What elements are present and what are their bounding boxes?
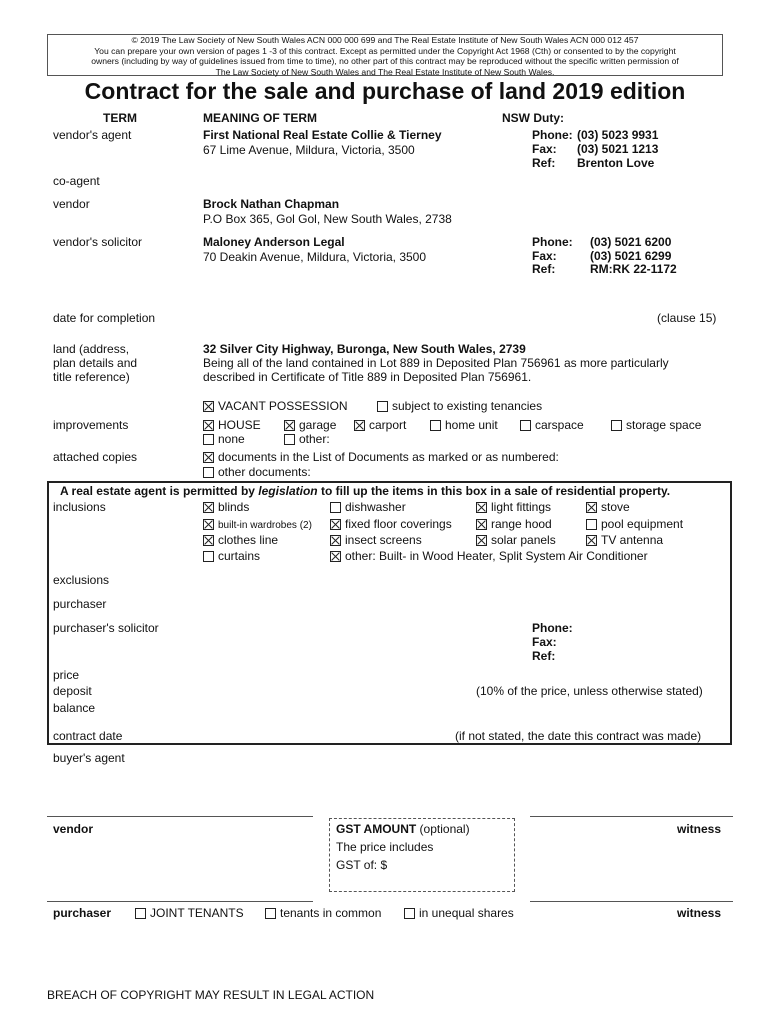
home-unit-checkbox[interactable]: home unit	[430, 418, 498, 432]
witness-signature-line	[530, 816, 733, 817]
checked-box-icon	[203, 519, 214, 530]
witness-label: witness	[677, 906, 722, 920]
solicitor-ref-label: Ref:	[532, 262, 556, 276]
buyers-agent-label: buyer's agent	[53, 751, 125, 765]
garage-checkbox[interactable]: garage	[284, 418, 336, 432]
range-hood-checkbox[interactable]: range hood	[476, 517, 552, 531]
vendors-agent-address: 67 Lime Avenue, Mildura, Victoria, 3500	[203, 143, 415, 157]
blinds-checkbox[interactable]: blinds	[203, 500, 249, 514]
empty-box-icon	[203, 467, 214, 478]
fixed-floor-coverings-checkbox[interactable]: fixed floor coverings	[330, 517, 452, 531]
light-fittings-checkbox[interactable]: light fittings	[476, 500, 551, 514]
witness-signature-line	[530, 901, 733, 902]
checked-box-icon	[203, 502, 214, 513]
witness-label: witness	[677, 822, 722, 836]
empty-box-icon	[611, 420, 622, 431]
purchasers-solicitor-label: purchaser's solicitor	[53, 621, 159, 635]
agent-phone-label: Phone:	[532, 128, 573, 142]
unequal-shares-checkbox[interactable]: in unequal shares	[404, 906, 514, 920]
gst-includes: The price includes	[336, 840, 434, 854]
carspace-checkbox[interactable]: carspace	[520, 418, 584, 432]
page-title: Contract for the sale and purchase of land 2019 edition	[84, 78, 686, 104]
solar-panels-checkbox[interactable]: solar panels	[476, 533, 556, 547]
dishwasher-checkbox[interactable]: dishwasher	[330, 500, 406, 514]
agent-ref: Brenton Love	[577, 156, 655, 170]
vendors-solicitor-address: 70 Deakin Avenue, Mildura, Victoria, 3500	[203, 250, 427, 264]
checked-box-icon	[586, 502, 597, 513]
vendor-signature-label: vendor	[53, 822, 94, 836]
purchaser-ref-label: Ref:	[532, 649, 556, 663]
copyright-line: © 2019 The Law Society of New South Wales ACN 000 000 699 and The Real Estate Institute of New South Wales ACN 000 012 457	[131, 35, 639, 45]
solicitor-fax-label: Fax:	[532, 249, 557, 263]
empty-box-icon	[430, 420, 441, 431]
empty-box-icon	[404, 908, 415, 919]
other-documents-checkbox[interactable]: other documents:	[203, 465, 311, 479]
empty-box-icon	[203, 434, 214, 445]
other-inclusions-checkbox[interactable]: other: Built- in Wood Heater, Split System Air Conditioner	[330, 549, 648, 563]
contract-date-label: contract date	[53, 729, 123, 743]
solicitor-fax: (03) 5021 6299	[590, 249, 672, 263]
co-agent-label: co-agent	[53, 174, 100, 188]
empty-box-icon	[330, 502, 341, 513]
land-description: Being all of the land contained in Lot 889 in Deposited Plan 756961 as more particularly	[203, 356, 669, 370]
checked-box-icon	[284, 420, 295, 431]
pool-equipment-checkbox[interactable]: pool equipment	[586, 517, 683, 531]
existing-tenancies-checkbox[interactable]: subject to existing tenancies	[377, 399, 542, 413]
agent-ref-label: Ref:	[532, 156, 556, 170]
vendor-label: vendor	[53, 197, 90, 211]
price-label: price	[53, 668, 80, 682]
copyright-line: The Law Society of New South Wales and The Real Estate Institute of New South Wales.	[215, 66, 555, 77]
empty-box-icon	[586, 519, 597, 530]
inclusions-label: inclusions	[53, 500, 106, 514]
empty-box-icon	[265, 908, 276, 919]
exclusions-label: exclusions	[53, 573, 110, 587]
land-label: title reference)	[53, 370, 130, 384]
purchaser-signature-line	[47, 901, 313, 902]
agent-fax-label: Fax:	[532, 142, 557, 156]
footer-warning: BREACH OF COPYRIGHT MAY RESULT IN LEGAL ACTION	[47, 988, 375, 1002]
solicitor-phone-label: Phone:	[532, 235, 573, 249]
carport-checkbox[interactable]: carport	[354, 418, 406, 432]
checked-box-icon	[203, 401, 214, 412]
completion-label: date for completion	[53, 311, 156, 325]
joint-tenants-checkbox[interactable]: JOINT TENANTS	[135, 906, 244, 920]
other-improvements-checkbox[interactable]: other:	[284, 432, 330, 446]
empty-box-icon	[520, 420, 531, 431]
checked-box-icon	[203, 452, 214, 463]
land-label: plan details and	[53, 356, 138, 370]
vendor-name: Brock Nathan Chapman	[203, 197, 340, 211]
checked-box-icon	[476, 502, 487, 513]
copyright-line: You can prepare your own version of pages 1 -3 of this contract. Except as permitted under the Copyright Act 1968 (Cth) or consented to by the copyright	[94, 45, 676, 56]
insect-screens-checkbox[interactable]: insect screens	[330, 533, 422, 547]
term-header: TERM	[103, 111, 137, 125]
attached-copies-label: attached copies	[53, 450, 138, 464]
purchaser-signature-label: purchaser	[53, 906, 112, 920]
clothes-line-checkbox[interactable]: clothes line	[203, 533, 278, 547]
completion-clause: (clause 15)	[657, 311, 717, 325]
vendor-address: P.O Box 365, Gol Gol, New South Wales, 2738	[203, 212, 452, 226]
solicitor-phone: (03) 5021 6200	[590, 235, 672, 249]
checked-box-icon	[203, 420, 214, 431]
stove-checkbox[interactable]: stove	[586, 500, 630, 514]
empty-box-icon	[284, 434, 295, 445]
land-label: land (address,	[53, 342, 130, 356]
curtains-checkbox[interactable]: curtains	[203, 549, 260, 563]
built-in-wardrobes-checkbox[interactable]: built-in wardrobes (2)	[203, 517, 312, 531]
land-address: 32 Silver City Highway, Buronga, New South Wales, 2739	[203, 342, 526, 356]
checked-box-icon	[476, 535, 487, 546]
checked-box-icon	[476, 519, 487, 530]
vendor-signature-line	[47, 816, 313, 817]
tv-antenna-checkbox[interactable]: TV antenna	[586, 533, 663, 547]
copyright-notice	[47, 34, 723, 76]
purchaser-label: purchaser	[53, 597, 107, 611]
checked-box-icon	[586, 535, 597, 546]
purchaser-phone-label: Phone:	[532, 621, 573, 635]
copyright-line: owners (including by way of guidelines issued from time to time), no other part of this contract may be reproduced without the specific written permission of	[91, 56, 679, 66]
improvements-label: improvements	[53, 418, 129, 432]
empty-box-icon	[135, 908, 146, 919]
documents-checkbox[interactable]: documents in the List of Documents as marked or as numbered:	[203, 450, 559, 464]
land-description: described in Certificate of Title 889 in Deposited Plan 756961.	[203, 370, 532, 384]
checked-box-icon	[330, 551, 341, 562]
empty-box-icon	[377, 401, 388, 412]
gst-title: GST AMOUNT (optional)	[336, 822, 470, 836]
vendors-agent-label: vendor's agent	[53, 128, 132, 142]
balance-label: balance	[53, 701, 96, 715]
empty-box-icon	[203, 551, 214, 562]
meaning-header: MEANING OF TERM	[203, 111, 317, 125]
checked-box-icon	[203, 535, 214, 546]
storage-space-checkbox[interactable]: storage space	[611, 418, 701, 432]
checked-box-icon	[330, 535, 341, 546]
vendors-solicitor-name: Maloney Anderson Legal	[203, 235, 345, 249]
solicitor-ref: RM:RK 22-1172	[590, 262, 677, 276]
nsw-duty-header: NSW Duty:	[502, 111, 564, 125]
gst-amount[interactable]: GST of: $	[336, 858, 388, 872]
agent-phone: (03) 5023 9931	[577, 128, 659, 142]
checked-box-icon	[330, 519, 341, 530]
house-checkbox[interactable]: HOUSE	[203, 418, 261, 432]
vendors-agent-name: First National Real Estate Collie & Tierney	[203, 128, 442, 142]
agent-fax: (03) 5021 1213	[577, 142, 659, 156]
agent-box-notice: A real estate agent is permitted by legislation to fill up the items in this box in a sale of residential property.	[60, 484, 671, 498]
deposit-note: (10% of the price, unless otherwise stated)	[476, 684, 703, 698]
purchaser-fax-label: Fax:	[532, 635, 557, 649]
none-checkbox[interactable]: none	[203, 432, 245, 446]
contract-date-note: (if not stated, the date this contract was made)	[455, 729, 702, 743]
tenants-in-common-checkbox[interactable]: tenants in common	[265, 906, 381, 920]
vendors-solicitor-label: vendor's solicitor	[53, 235, 142, 249]
deposit-label: deposit	[53, 684, 92, 698]
vacant-possession-checkbox[interactable]: VACANT POSSESSION	[203, 399, 348, 413]
checked-box-icon	[354, 420, 365, 431]
